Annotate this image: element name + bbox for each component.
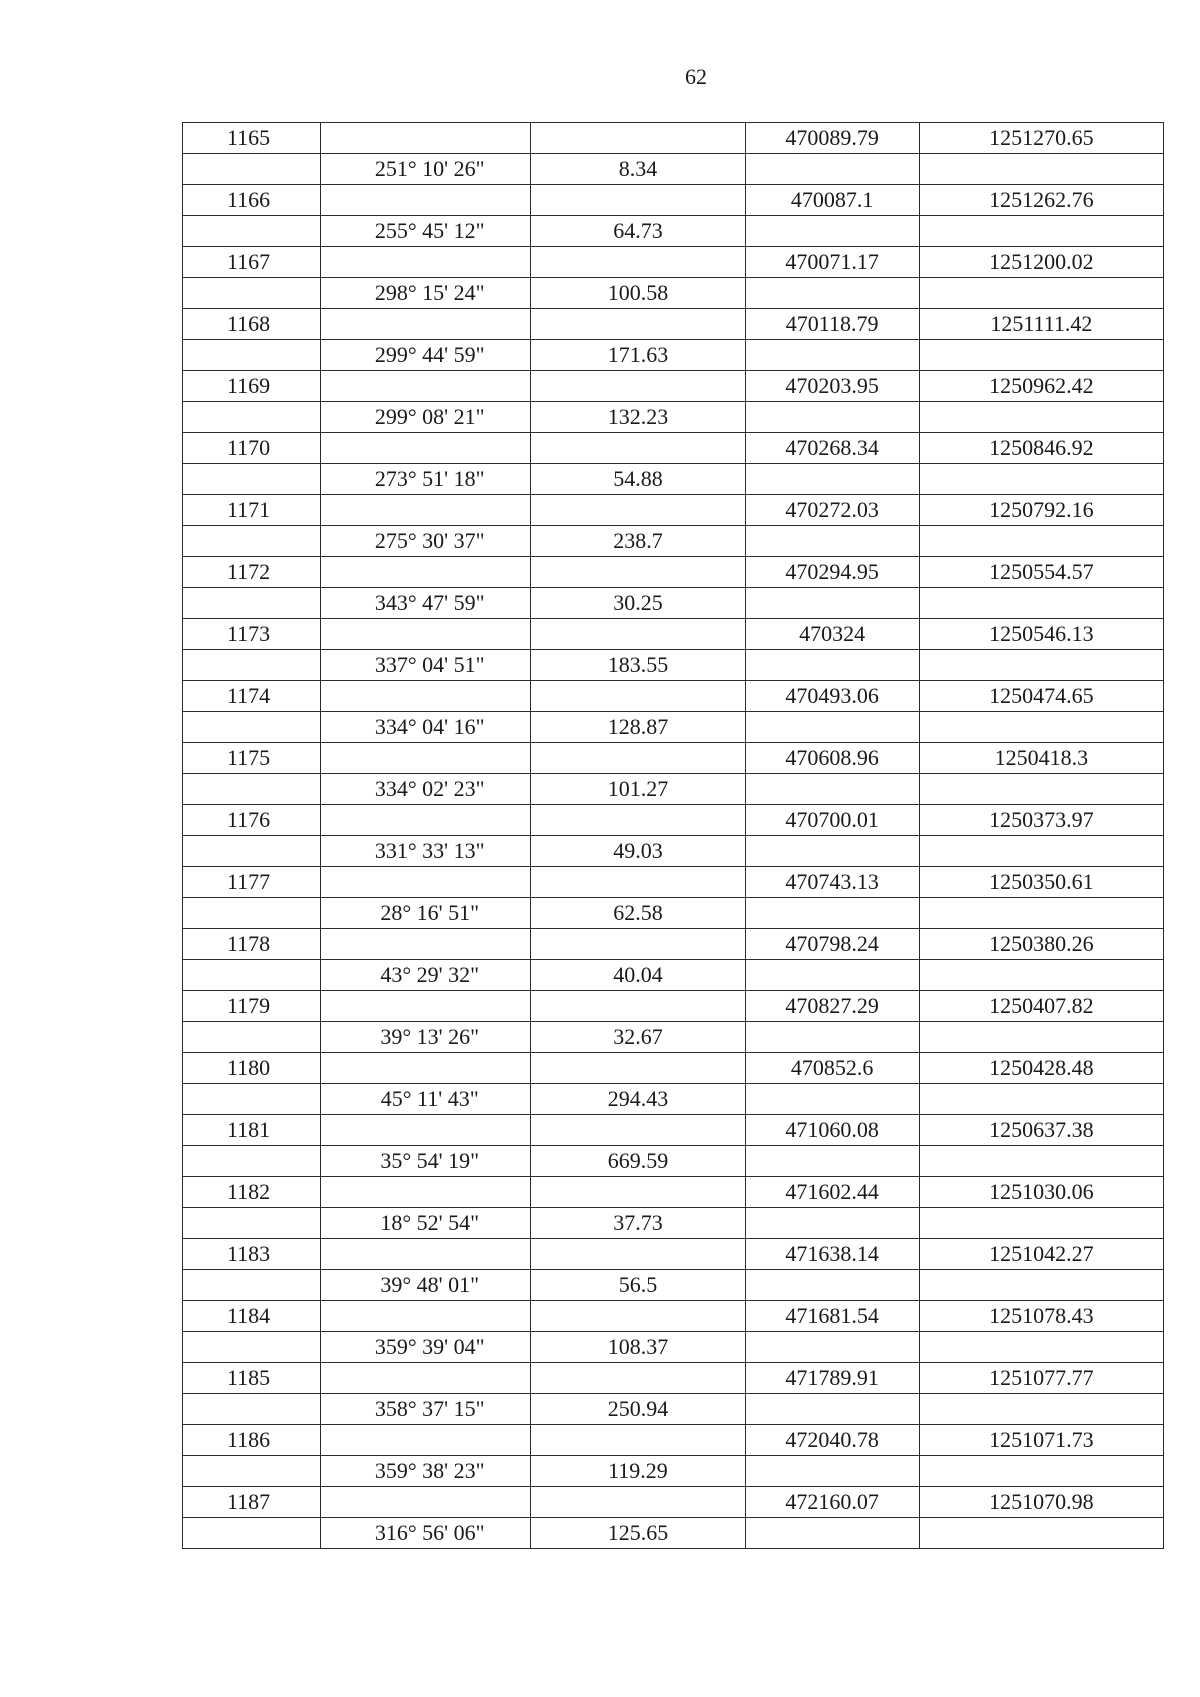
- empty-cell: [321, 619, 531, 650]
- point-row: [183, 929, 1164, 960]
- segment-row: [183, 774, 1164, 805]
- empty-cell: [531, 185, 745, 216]
- y-coordinate-cell: 1250380.26: [919, 929, 1163, 960]
- bearing-cell: 275° 30' 37": [321, 526, 531, 557]
- x-coordinate-cell: 470493.06: [745, 681, 919, 712]
- empty-cell: [183, 588, 321, 619]
- point-row: [183, 1177, 1164, 1208]
- point-row: [183, 867, 1164, 898]
- y-coordinate-cell: 1251042.27: [919, 1239, 1163, 1270]
- y-coordinate-cell: 1251270.65: [919, 123, 1163, 154]
- distance-cell: 54.88: [531, 464, 745, 495]
- empty-cell: [919, 588, 1163, 619]
- distance-cell: 108.37: [531, 1332, 745, 1363]
- distance-cell: 49.03: [531, 836, 745, 867]
- empty-cell: [531, 1177, 745, 1208]
- segment-row: [183, 898, 1164, 929]
- point-row: [183, 123, 1164, 154]
- distance-cell: 56.5: [531, 1270, 745, 1301]
- empty-cell: [919, 898, 1163, 929]
- point-number-cell: 1174: [183, 681, 321, 712]
- bearing-cell: 255° 45' 12": [321, 216, 531, 247]
- point-row: [183, 1487, 1164, 1518]
- y-coordinate-cell: 1250554.57: [919, 557, 1163, 588]
- empty-cell: [531, 867, 745, 898]
- empty-cell: [321, 433, 531, 464]
- empty-cell: [183, 960, 321, 991]
- empty-cell: [531, 1053, 745, 1084]
- empty-cell: [321, 681, 531, 712]
- bearing-cell: 18° 52' 54": [321, 1208, 531, 1239]
- empty-cell: [183, 898, 321, 929]
- y-coordinate-cell: 1250637.38: [919, 1115, 1163, 1146]
- distance-cell: 64.73: [531, 216, 745, 247]
- distance-cell: 8.34: [531, 154, 745, 185]
- bearing-cell: 45° 11' 43": [321, 1084, 531, 1115]
- point-number-cell: 1176: [183, 805, 321, 836]
- point-number-cell: 1183: [183, 1239, 321, 1270]
- segment-row: [183, 1084, 1164, 1115]
- empty-cell: [531, 929, 745, 960]
- point-number-cell: 1184: [183, 1301, 321, 1332]
- point-row: [183, 557, 1164, 588]
- y-coordinate-cell: 1250418.3: [919, 743, 1163, 774]
- segment-row: [183, 588, 1164, 619]
- y-coordinate-cell: 1250846.92: [919, 433, 1163, 464]
- empty-cell: [531, 557, 745, 588]
- segment-row: [183, 340, 1164, 371]
- point-row: [183, 247, 1164, 278]
- x-coordinate-cell: 470798.24: [745, 929, 919, 960]
- segment-row: [183, 154, 1164, 185]
- x-coordinate-cell: 472040.78: [745, 1425, 919, 1456]
- empty-cell: [919, 1146, 1163, 1177]
- empty-cell: [183, 1146, 321, 1177]
- distance-cell: 238.7: [531, 526, 745, 557]
- y-coordinate-cell: 1251077.77: [919, 1363, 1163, 1394]
- point-number-cell: 1175: [183, 743, 321, 774]
- segment-row: [183, 402, 1164, 433]
- distance-cell: 119.29: [531, 1456, 745, 1487]
- empty-cell: [745, 1394, 919, 1425]
- empty-cell: [321, 1487, 531, 1518]
- empty-cell: [183, 1208, 321, 1239]
- empty-cell: [531, 495, 745, 526]
- point-number-cell: 1185: [183, 1363, 321, 1394]
- empty-cell: [531, 433, 745, 464]
- empty-cell: [183, 154, 321, 185]
- point-row: [183, 433, 1164, 464]
- x-coordinate-cell: 470071.17: [745, 247, 919, 278]
- empty-cell: [531, 1301, 745, 1332]
- x-coordinate-cell: 470700.01: [745, 805, 919, 836]
- empty-cell: [745, 650, 919, 681]
- segment-row: [183, 278, 1164, 309]
- y-coordinate-cell: 1250962.42: [919, 371, 1163, 402]
- segment-row: [183, 1332, 1164, 1363]
- point-row: [183, 805, 1164, 836]
- segment-row: [183, 1146, 1164, 1177]
- empty-cell: [919, 1332, 1163, 1363]
- point-number-cell: 1168: [183, 309, 321, 340]
- page-number: 62: [685, 64, 707, 89]
- empty-cell: [745, 960, 919, 991]
- point-number-cell: 1180: [183, 1053, 321, 1084]
- empty-cell: [321, 867, 531, 898]
- y-coordinate-cell: 1251030.06: [919, 1177, 1163, 1208]
- empty-cell: [321, 743, 531, 774]
- point-row: [183, 1115, 1164, 1146]
- point-row: [183, 1301, 1164, 1332]
- segment-row: [183, 836, 1164, 867]
- distance-cell: 37.73: [531, 1208, 745, 1239]
- empty-cell: [321, 557, 531, 588]
- survey-coordinates-table: [182, 122, 1164, 1549]
- y-coordinate-cell: 1251070.98: [919, 1487, 1163, 1518]
- segment-row: [183, 1022, 1164, 1053]
- empty-cell: [919, 340, 1163, 371]
- x-coordinate-cell: 470608.96: [745, 743, 919, 774]
- empty-cell: [183, 1456, 321, 1487]
- point-number-cell: 1186: [183, 1425, 321, 1456]
- x-coordinate-cell: 471789.91: [745, 1363, 919, 1394]
- empty-cell: [321, 495, 531, 526]
- empty-cell: [745, 154, 919, 185]
- empty-cell: [531, 1425, 745, 1456]
- x-coordinate-cell: 470324: [745, 619, 919, 650]
- bearing-cell: 273° 51' 18": [321, 464, 531, 495]
- segment-row: [183, 464, 1164, 495]
- empty-cell: [321, 1115, 531, 1146]
- bearing-cell: 43° 29' 32": [321, 960, 531, 991]
- empty-cell: [321, 1053, 531, 1084]
- survey-table-body: [183, 123, 1164, 1549]
- empty-cell: [183, 1518, 321, 1549]
- empty-cell: [321, 247, 531, 278]
- empty-cell: [745, 464, 919, 495]
- x-coordinate-cell: 471638.14: [745, 1239, 919, 1270]
- y-coordinate-cell: 1250792.16: [919, 495, 1163, 526]
- empty-cell: [531, 991, 745, 1022]
- empty-cell: [745, 898, 919, 929]
- empty-cell: [531, 743, 745, 774]
- y-coordinate-cell: 1251071.73: [919, 1425, 1163, 1456]
- x-coordinate-cell: 471681.54: [745, 1301, 919, 1332]
- empty-cell: [919, 1456, 1163, 1487]
- x-coordinate-cell: 470203.95: [745, 371, 919, 402]
- y-coordinate-cell: 1250546.13: [919, 619, 1163, 650]
- point-row: [183, 991, 1164, 1022]
- empty-cell: [321, 805, 531, 836]
- y-coordinate-cell: 1250428.48: [919, 1053, 1163, 1084]
- empty-cell: [531, 1487, 745, 1518]
- point-number-cell: 1178: [183, 929, 321, 960]
- point-row: [183, 185, 1164, 216]
- x-coordinate-cell: 470272.03: [745, 495, 919, 526]
- empty-cell: [321, 123, 531, 154]
- empty-cell: [745, 712, 919, 743]
- empty-cell: [745, 340, 919, 371]
- point-row: [183, 371, 1164, 402]
- segment-row: [183, 1518, 1164, 1549]
- empty-cell: [183, 1270, 321, 1301]
- distance-cell: 669.59: [531, 1146, 745, 1177]
- point-row: [183, 1239, 1164, 1270]
- distance-cell: 132.23: [531, 402, 745, 433]
- y-coordinate-cell: 1251262.76: [919, 185, 1163, 216]
- distance-cell: 171.63: [531, 340, 745, 371]
- x-coordinate-cell: 470294.95: [745, 557, 919, 588]
- y-coordinate-cell: 1251200.02: [919, 247, 1163, 278]
- empty-cell: [745, 1518, 919, 1549]
- point-number-cell: 1177: [183, 867, 321, 898]
- bearing-cell: 28° 16' 51": [321, 898, 531, 929]
- empty-cell: [321, 1239, 531, 1270]
- point-row: [183, 1053, 1164, 1084]
- empty-cell: [531, 1239, 745, 1270]
- point-row: [183, 1363, 1164, 1394]
- bearing-cell: 298° 15' 24": [321, 278, 531, 309]
- bearing-cell: 39° 48' 01": [321, 1270, 531, 1301]
- empty-cell: [919, 836, 1163, 867]
- distance-cell: 101.27: [531, 774, 745, 805]
- bearing-cell: 334° 04' 16": [321, 712, 531, 743]
- distance-cell: 32.67: [531, 1022, 745, 1053]
- empty-cell: [183, 774, 321, 805]
- empty-cell: [183, 464, 321, 495]
- empty-cell: [183, 1022, 321, 1053]
- distance-cell: 250.94: [531, 1394, 745, 1425]
- segment-row: [183, 960, 1164, 991]
- segment-row: [183, 1456, 1164, 1487]
- empty-cell: [919, 1084, 1163, 1115]
- point-number-cell: 1167: [183, 247, 321, 278]
- empty-cell: [745, 1084, 919, 1115]
- empty-cell: [919, 960, 1163, 991]
- bearing-cell: 299° 44' 59": [321, 340, 531, 371]
- empty-cell: [531, 681, 745, 712]
- empty-cell: [321, 1301, 531, 1332]
- y-coordinate-cell: 1250407.82: [919, 991, 1163, 1022]
- empty-cell: [745, 402, 919, 433]
- bearing-cell: 358° 37' 15": [321, 1394, 531, 1425]
- empty-cell: [183, 526, 321, 557]
- point-number-cell: 1172: [183, 557, 321, 588]
- empty-cell: [531, 1363, 745, 1394]
- y-coordinate-cell: 1250373.97: [919, 805, 1163, 836]
- empty-cell: [919, 650, 1163, 681]
- empty-cell: [919, 1394, 1163, 1425]
- bearing-cell: 35° 54' 19": [321, 1146, 531, 1177]
- empty-cell: [321, 309, 531, 340]
- bearing-cell: 337° 04' 51": [321, 650, 531, 681]
- point-row: [183, 743, 1164, 774]
- x-coordinate-cell: 470827.29: [745, 991, 919, 1022]
- point-number-cell: 1181: [183, 1115, 321, 1146]
- empty-cell: [745, 1270, 919, 1301]
- empty-cell: [745, 774, 919, 805]
- empty-cell: [745, 1146, 919, 1177]
- empty-cell: [919, 1022, 1163, 1053]
- distance-cell: 294.43: [531, 1084, 745, 1115]
- empty-cell: [919, 526, 1163, 557]
- empty-cell: [321, 1425, 531, 1456]
- empty-cell: [919, 216, 1163, 247]
- point-row: [183, 1425, 1164, 1456]
- empty-cell: [183, 340, 321, 371]
- empty-cell: [919, 712, 1163, 743]
- segment-row: [183, 712, 1164, 743]
- empty-cell: [321, 1363, 531, 1394]
- x-coordinate-cell: 471060.08: [745, 1115, 919, 1146]
- point-number-cell: 1173: [183, 619, 321, 650]
- segment-row: [183, 1270, 1164, 1301]
- empty-cell: [321, 991, 531, 1022]
- empty-cell: [183, 1084, 321, 1115]
- segment-row: [183, 1394, 1164, 1425]
- empty-cell: [531, 805, 745, 836]
- empty-cell: [919, 1518, 1163, 1549]
- segment-row: [183, 216, 1164, 247]
- bearing-cell: 334° 02' 23": [321, 774, 531, 805]
- x-coordinate-cell: 472160.07: [745, 1487, 919, 1518]
- distance-cell: 100.58: [531, 278, 745, 309]
- point-number-cell: 1169: [183, 371, 321, 402]
- empty-cell: [183, 836, 321, 867]
- point-number-cell: 1187: [183, 1487, 321, 1518]
- x-coordinate-cell: 470118.79: [745, 309, 919, 340]
- empty-cell: [745, 216, 919, 247]
- x-coordinate-cell: 470743.13: [745, 867, 919, 898]
- bearing-cell: 251° 10' 26": [321, 154, 531, 185]
- distance-cell: 125.65: [531, 1518, 745, 1549]
- distance-cell: 40.04: [531, 960, 745, 991]
- y-coordinate-cell: 1250350.61: [919, 867, 1163, 898]
- point-number-cell: 1171: [183, 495, 321, 526]
- y-coordinate-cell: 1251078.43: [919, 1301, 1163, 1332]
- distance-cell: 62.58: [531, 898, 745, 929]
- bearing-cell: 39° 13' 26": [321, 1022, 531, 1053]
- empty-cell: [183, 650, 321, 681]
- point-number-cell: 1182: [183, 1177, 321, 1208]
- empty-cell: [321, 1177, 531, 1208]
- bearing-cell: 343° 47' 59": [321, 588, 531, 619]
- empty-cell: [531, 123, 745, 154]
- empty-cell: [745, 278, 919, 309]
- bearing-cell: 359° 39' 04": [321, 1332, 531, 1363]
- distance-cell: 183.55: [531, 650, 745, 681]
- x-coordinate-cell: 470268.34: [745, 433, 919, 464]
- point-number-cell: 1179: [183, 991, 321, 1022]
- empty-cell: [745, 1022, 919, 1053]
- empty-cell: [919, 464, 1163, 495]
- bearing-cell: 316° 56' 06": [321, 1518, 531, 1549]
- point-number-cell: 1170: [183, 433, 321, 464]
- empty-cell: [745, 526, 919, 557]
- bearing-cell: 359° 38' 23": [321, 1456, 531, 1487]
- point-row: [183, 681, 1164, 712]
- x-coordinate-cell: 470089.79: [745, 123, 919, 154]
- empty-cell: [183, 1394, 321, 1425]
- distance-cell: 30.25: [531, 588, 745, 619]
- empty-cell: [745, 836, 919, 867]
- empty-cell: [919, 278, 1163, 309]
- empty-cell: [531, 371, 745, 402]
- empty-cell: [183, 216, 321, 247]
- x-coordinate-cell: 470852.6: [745, 1053, 919, 1084]
- empty-cell: [745, 588, 919, 619]
- bearing-cell: 299° 08' 21": [321, 402, 531, 433]
- point-row: [183, 495, 1164, 526]
- empty-cell: [531, 247, 745, 278]
- segment-row: [183, 526, 1164, 557]
- empty-cell: [531, 309, 745, 340]
- y-coordinate-cell: 1250474.65: [919, 681, 1163, 712]
- empty-cell: [183, 402, 321, 433]
- empty-cell: [321, 185, 531, 216]
- empty-cell: [745, 1456, 919, 1487]
- x-coordinate-cell: 470087.1: [745, 185, 919, 216]
- point-row: [183, 309, 1164, 340]
- empty-cell: [183, 278, 321, 309]
- empty-cell: [745, 1208, 919, 1239]
- empty-cell: [919, 1208, 1163, 1239]
- point-number-cell: 1165: [183, 123, 321, 154]
- empty-cell: [919, 1270, 1163, 1301]
- segment-row: [183, 1208, 1164, 1239]
- empty-cell: [183, 712, 321, 743]
- bearing-cell: 331° 33' 13": [321, 836, 531, 867]
- empty-cell: [919, 402, 1163, 433]
- y-coordinate-cell: 1251111.42: [919, 309, 1163, 340]
- empty-cell: [321, 929, 531, 960]
- empty-cell: [321, 371, 531, 402]
- empty-cell: [919, 774, 1163, 805]
- empty-cell: [531, 619, 745, 650]
- empty-cell: [745, 1332, 919, 1363]
- segment-row: [183, 650, 1164, 681]
- empty-cell: [919, 154, 1163, 185]
- empty-cell: [531, 1115, 745, 1146]
- point-number-cell: 1166: [183, 185, 321, 216]
- distance-cell: 128.87: [531, 712, 745, 743]
- x-coordinate-cell: 471602.44: [745, 1177, 919, 1208]
- empty-cell: [183, 1332, 321, 1363]
- point-row: [183, 619, 1164, 650]
